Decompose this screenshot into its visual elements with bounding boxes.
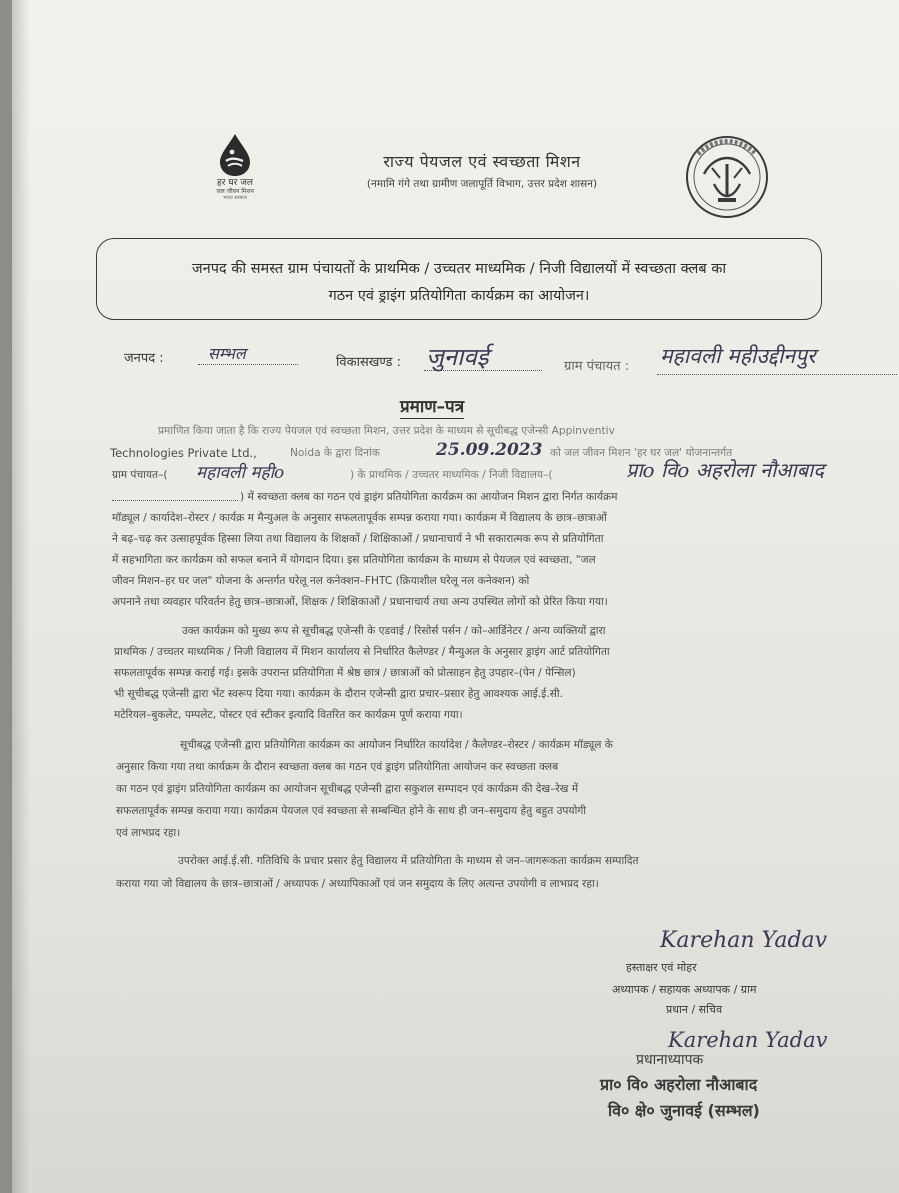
p2-line-4: भी सूचीबद्ध एजेन्सी द्वारा भेंट स्वरूप दिया गया। कार्यक्रम के दौरान एजेन्सी द्वारा प्रचार–प्रसार हेतु आवश्यक आई.ई.सी. (114, 688, 564, 700)
department-subtitle: (नमामि गंगे तथा ग्रामीण जलापूर्ति विभाग, उत्तर प्रदेश शासन) (366, 178, 598, 190)
p3-line-3: का गठन एवं ड्राइंग प्रतियोगिता कार्यक्रम का आयोजन सूचीबद्ध एजेन्सी द्वारा सकुशल सम्पादन एवं कार्यक्रम की देख–रेख में (116, 783, 579, 795)
p2-line-3: सफलतापूर्वक सम्पन्न कराई गई। इसके उपरान्त प्रतियोगिता में श्रेष्ठ छात्र / छात्राओं को प्रोत्साहन हेतु उपहार–(पेन / पेन्सिल) (114, 667, 576, 679)
p1-line-1: प्रमाणित किया जाता है कि राज्य पेयजल एवं स्वच्छता मिशन, उत्तर प्रदेश के माध्यम से सूचीबद्ध एजेन्सी Appinventiv (158, 425, 615, 437)
stamp-line-1: प्रा० वि० अहरोला नौआबाद (600, 1075, 758, 1094)
block-label: विकासखण्ड : (336, 355, 402, 370)
p1-line-8: जीवन मिशन–हर घर जल" योजना के अन्तर्गत घरेलू नल कनेक्शन–FHTC (क्रियाशील घरेलू नल कनेक्शन) को (112, 575, 530, 587)
p1-line-5: मॉड्यूल / कार्यादेश–रोस्टर / कार्यक्र म मैन्युअल के अनुसार सफलतापूर्वक सम्पन्न कराया गया। कार्यक्रम में विद्यालय के छात्र–छात्राओं (112, 512, 607, 524)
p1-line-6: ने बढ़–चढ़ कर उत्साहपूर्वक हिस्सा लिया तथा विद्यालय के शिक्षकों / शिक्षिकाओं / प्रधानाचार्य ने भी सकारात्मक रूप से प्रतियोगिता (112, 533, 604, 545)
logo-line-2: जल जीवन मिशन (216, 188, 254, 195)
p2-line-2: प्राथमिक / उच्चतर माध्यमिक / निजी विद्यालय में मिशन कार्यालय से निर्धारित कैलेण्डर / मैन्युअल के अनुसार ड्राइंग आर्ट प्रतियोगिता (114, 646, 610, 658)
signature-1: Karehan Yadav (660, 928, 828, 953)
signature-2: Karehan Yadav (668, 1028, 828, 1052)
p1-line-3a: ग्राम पंचायत–( (112, 469, 168, 481)
p3-line-5: एवं लाभप्रद रहा। (116, 827, 181, 839)
p4-line-1: उपरोक्त आई.ई.सी. गतिविधि के प्रचार प्रसार हेतु विद्यालय में प्रतियोगिता के माध्यम से जन–जागरूकता कार्यक्रम सम्पादित (178, 855, 639, 867)
panchayat-underline (657, 374, 897, 375)
p3-line-1: सूचीबद्ध एजेन्सी द्वारा प्रतियोगिता कार्यक्रम का आयोजन निर्धारित कार्यादेश / कैलेण्डर–रोस्टर / कार्यक्रम मॉड्यूल के (180, 739, 613, 751)
document-title: प्रमाण–पत्र (400, 394, 464, 419)
p1-line-3b: ) के प्राथमिक / उच्चतर माध्यमिक / निजी विद्यालय–( (350, 469, 553, 481)
district-label: जनपद : (124, 351, 164, 366)
har-ghar-jal-logo (190, 132, 280, 201)
signatory-roles-line-2: प्रधान / सचिव (666, 1003, 723, 1016)
p3-line-4: सफलतापूर्वक सम्पन्न कराया गया। कार्यक्रम पेयजल एवं स्वच्छता से सम्बन्धित होने के साथ ही जन–समुदाय हेतु बहुत उपयोगी (116, 805, 587, 817)
p2-line-1: उक्त कार्यक्रम को मुख्य रूप से सूचीबद्ध एजेन्सी के एडवाई / रिसोर्स पर्सन / को–आर्डिनेटर / अन्य व्यक्तियों द्वारा (182, 625, 606, 637)
p2-line-5: मटेरियल–बुकलेट, पम्पलेट, पोस्टर एवं स्टीकर इत्यादि वितरित कर कार्यक्रम पूर्ण कराया गया। (114, 709, 463, 721)
mission-title: राज्य पेयजल एवं स्वच्छता मिशन (383, 152, 581, 171)
p1-line-7: में सहभागिता कर कार्यक्रम को सफल बनाने में योगदान दिया। इस प्रतियोगिता कार्यक्रम के माध्यम से पेयजल एवं स्वच्छता, "जल (112, 554, 596, 566)
certificate-page (12, 0, 899, 1193)
up-state-emblem-icon (684, 134, 770, 220)
district-underline (198, 364, 298, 365)
stamp-line-2: वि० क्षे० जुनावई (सम्भल) (608, 1101, 760, 1120)
school-underline (112, 500, 238, 501)
block-value: जुनावई (426, 343, 489, 371)
p1-line-2c: को जल जीवन मिशन 'हर घर जल' योजनान्तर्गत (550, 447, 733, 459)
school-stamp (600, 1072, 760, 1124)
p3-line-2: अनुसार किया गया तथा कार्यक्रम के दौरान स्वच्छता क्लब का गठन एवं ड्राइंग प्रतियोगिता आयोजन कर स्वच्छता क्लब (116, 761, 559, 773)
district-value: सम्भल (208, 344, 246, 363)
logo-line-1: हर घर जल (217, 178, 253, 188)
headmaster-title: प्रधानाध्यापक (636, 1052, 704, 1068)
signatory-roles-line-1: अध्यापक / सहायक अध्यापक / ग्राम (612, 983, 757, 996)
p1-line-4: ) में स्वच्छता क्लब का गठन एवं ड्राइंग प्रतियोगिता कार्यक्रम का आयोजन मिशन द्वारा निर्गत कार्यक्रम (240, 491, 618, 503)
logo-line-3: भारत सरकार (223, 195, 247, 201)
panchayat-short: महावली महीo (196, 463, 285, 483)
p4-line-2: कराया गया जो विद्यालय के छात्र–छात्राओं / अध्यापक / अध्यापिकाओं एवं जन समुदाय के लिए अत्यन्त उपयोगी व लाभप्रद रहा। (116, 878, 599, 890)
sign-and-seal-note: हस्ताक्षर एवं मोहर (626, 961, 697, 974)
panchayat-value: महावली महीउद्दीनपुर (660, 344, 816, 368)
banner-line-2: गठन एवं ड्राइंग प्रतियोगिता कार्यक्रम का आयोजन। (328, 288, 590, 304)
program-banner (96, 238, 822, 320)
event-date: 25.09.2023 (436, 440, 543, 460)
water-drop-icon (216, 132, 254, 178)
school-name: प्राo विo अहरोला नौआबाद (626, 458, 824, 482)
p1-line-2a: Technologies Private Ltd., (110, 446, 257, 460)
panchayat-label: ग्राम पंचायत : (564, 359, 630, 374)
letterhead (302, 150, 662, 191)
p1-line-2b: Noida के द्वारा दिनांक (290, 447, 380, 459)
p1-line-9: अपनाने तथा व्यवहार परिवर्तन हेतु छात्र–छात्राओं, शिक्षक / शिक्षिकाओं / प्रधानाचार्य तथा अन्य उपस्थित लोगों को प्रेरित किया गया। (112, 596, 608, 608)
banner-line-1: जनपद की समस्त ग्राम पंचायतों के प्राथमिक / उच्चतर माध्यमिक / निजी विद्यालयों में स्वच्छता क्लब का (191, 261, 727, 277)
